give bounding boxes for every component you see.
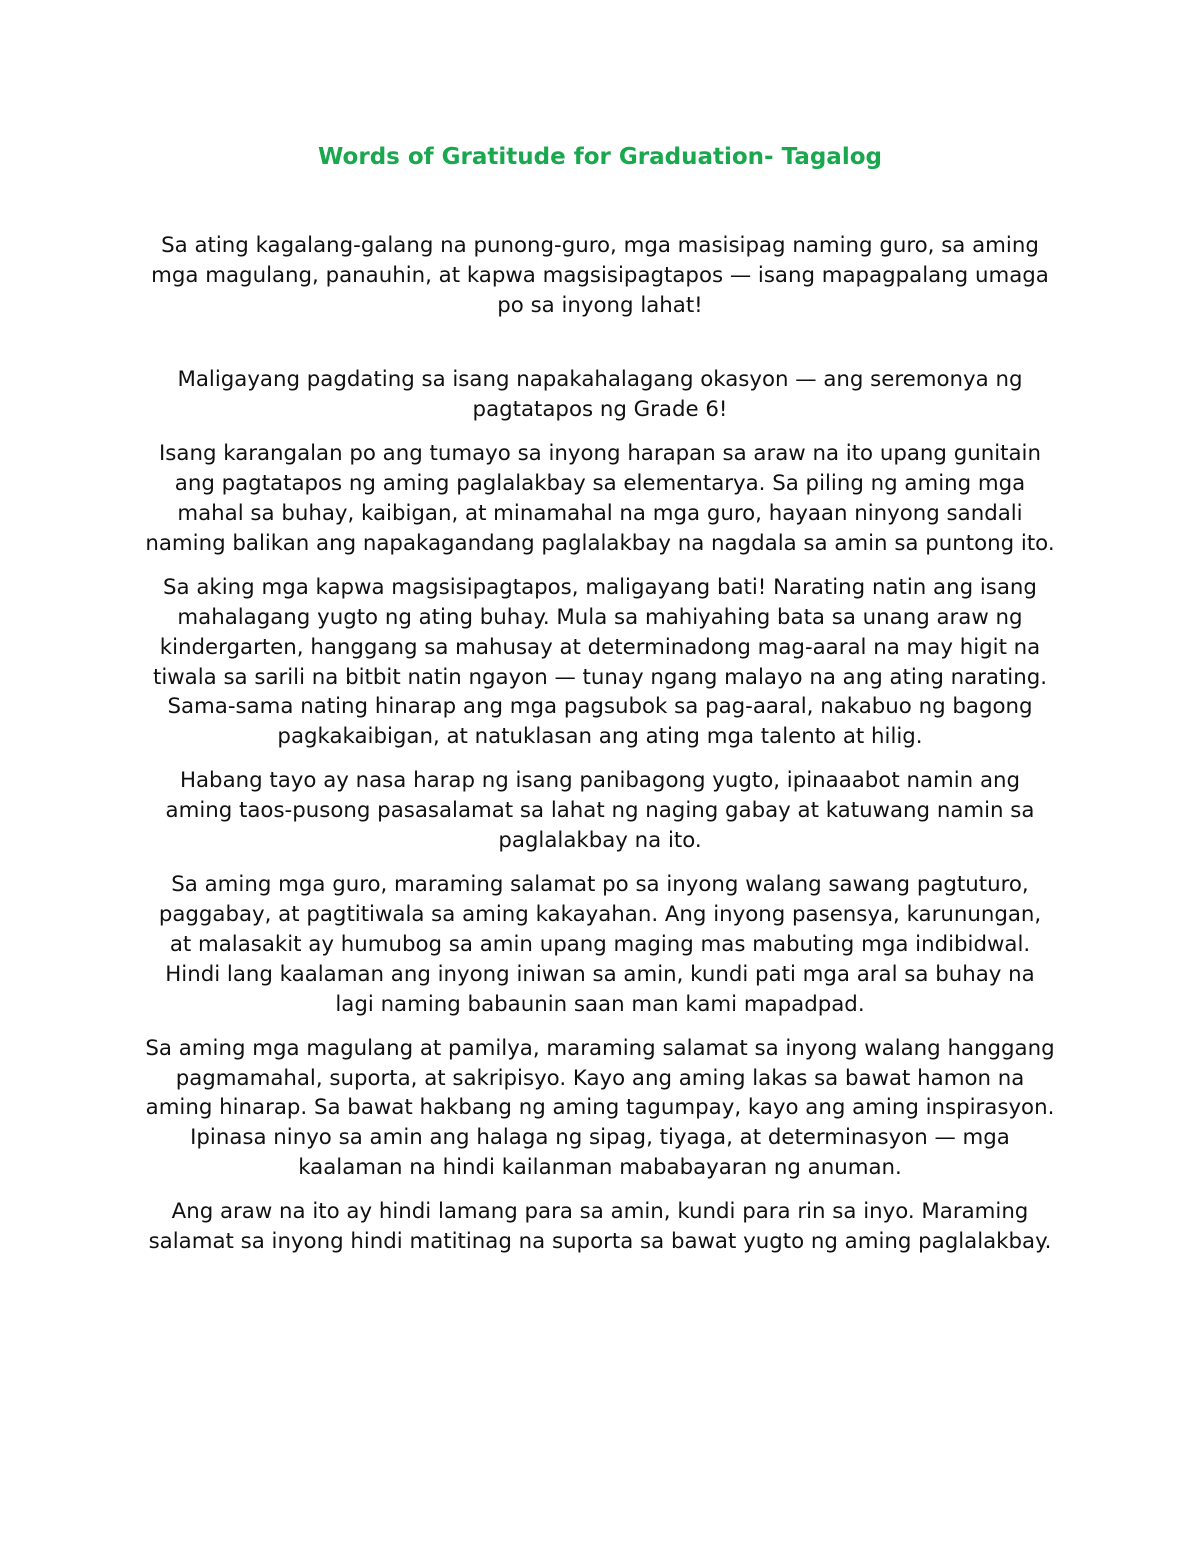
document-title: Words of Gratitude for Graduation- Tagalog [318,144,882,170]
paragraph-classmates: Sa aking mga kapwa magsisipagtapos, maligayang bati! Narating natin ang isang mahalagang yugto ng ating buhay. Mula sa mahiyahing bata sa unang araw ng kindergarten, hanggang sa mahusay at determinadong mag-aaral na may higit na tiwala sa sarili na bitbit natin ngayon — tunay ngang malayo na ang ating narating. Sama-sama nating hinarap ang mga pagsubok sa pag-aaral, nakabuo ng bagong pagkakaibigan, at natuklasan ang ating mga talento at hilig. [152,575,1048,750]
paragraph-honor: Isang karangalan po ang tumayo sa inyong harapan sa araw na ito upang gunitain ang pagtatapos ng aming paglalakbay sa elementarya. Sa piling ng aming mga mahal sa buhay, kaibigan, at minamahal na mga guro, hayaan ninyong sandali naming balikan ang napakagandang paglalakbay na nagdala sa amin sa puntong ito. [145,441,1055,556]
document-body [145,231,1055,1271]
paragraph-parents: Sa aming mga magulang at pamilya, maraming salamat sa inyong walang hanggang pagmamahal, suporta, at sakripisyo. Kayo ang aming lakas sa bawat hamon na aming hinarap. Sa bawat hakbang ng aming tagumpay, kayo ang aming inspirasyon. Ipinasa ninyo sa amin ang halaga ng sipag, tiyaga, at determinasyon — mga kaalaman na hindi kailanman mababayaran ng anuman. [145,1035,1055,1181]
paragraph-gratitude: Habang tayo ay nasa harap ng isang panibagong yugto, ipinaaabot namin ang aming taos-pusong pasasalamat sa lahat ng naging gabay at katuwang namin sa paglalakbay na ito. [165,768,1035,854]
paragraph-closing: Ang araw na ito ay hindi lamang para sa amin, kundi para rin sa inyo. Maraming salamat sa inyong hindi matitinag na suporta sa bawat yugto ng aming paglalakbay. [148,1199,1052,1255]
paragraph-greeting: Sa ating kagalang-galang na punong-guro, mga masisipag naming guro, sa aming mga magulang, panauhin, at kapwa magsisipagtapos — isang mapagpalang umaga po sa inyong lahat! [151,233,1049,318]
paragraph-welcome: Maligayang pagdating sa isang napakahalagang okasyon — ang seremonya ng pagtatapos ng Grade 6! [177,367,1023,423]
paragraph-teachers: Sa aming mga guro, maraming salamat po sa inyong walang sawang pagtuturo, paggabay, at pagtitiwala sa aming kakayahan. Ang inyong pasensya, karunungan, at malasakit ay humubog sa amin upang maging mas mabuting mga indibidwal. Hindi lang kaalaman ang inyong iniwan sa amin, kundi pati mga aral sa buhay na lagi naming babaunin saan man kami mapadpad. [158,872,1042,1017]
